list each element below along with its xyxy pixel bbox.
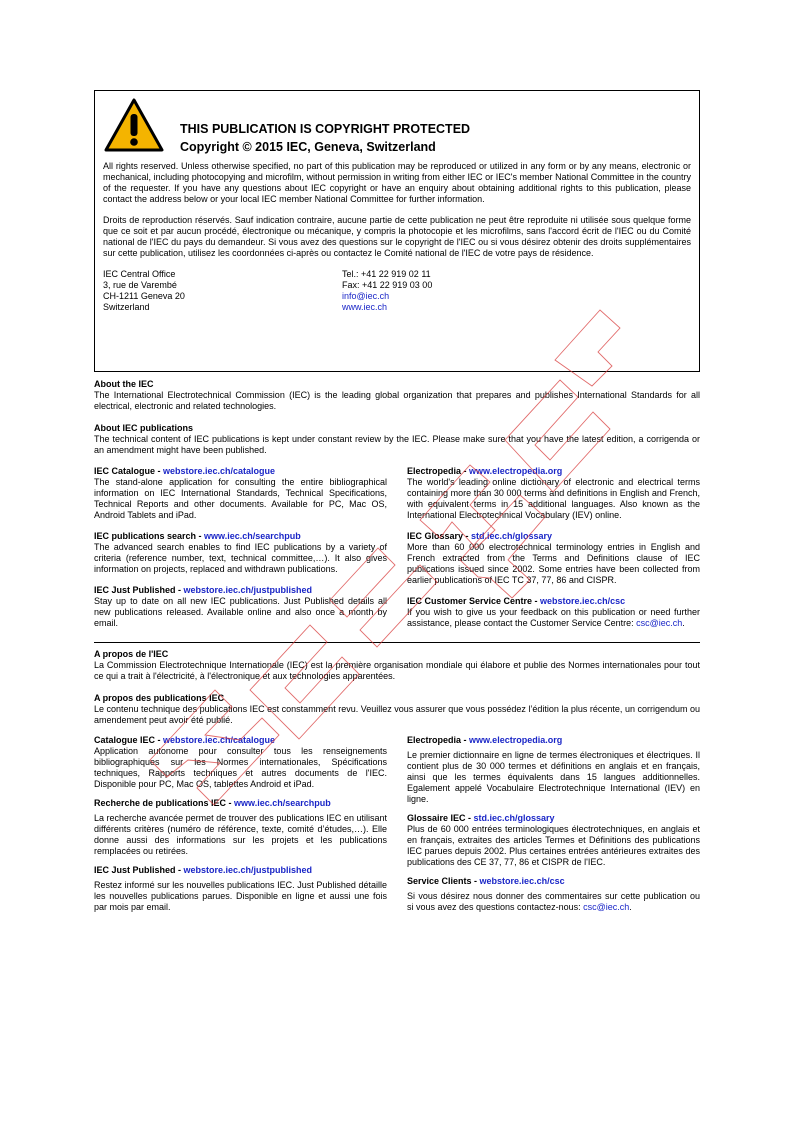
section-heading: A propos de l'IEC	[94, 649, 169, 659]
resource-text: The advanced search enables to find IEC publications by a variety of criteria (reference number, text, technical committee,…). It also gives information on projects, replaced and withdrawn publications.	[94, 542, 387, 574]
about-publications-fr	[94, 693, 700, 726]
resource-text: Application autonome pour consulter tous les renseignements bibliographiques sur les Normes internationales, Spécifications techniques, Rapports techniques et autres documents de l'IEC. Disponible pour PC, Mac OS, tablettes Android et iPad.	[94, 746, 387, 789]
resource-text: Restez informé sur les nouvelles publications IEC. Just Published détaille les nouvelles publications parues. Disponible en ligne et aussi une fois par mois par email.	[94, 880, 387, 912]
csc-email-link[interactable]: csc@iec.ch	[636, 618, 683, 628]
section-heading: About IEC publications	[94, 423, 193, 433]
resource-title: IEC Just Published -	[94, 585, 184, 595]
section-text: La Commission Electrotechnique Internationale (IEC) est la première organisation mondiale qui élabore et publie des Normes internationales pour tout ce qui a trait à l'électricité, à l'électronique et aux technologies apparentées.	[94, 660, 700, 681]
resource-link[interactable]: std.iec.ch/glossary	[473, 813, 555, 823]
resources-left-column	[94, 466, 387, 638]
website-link[interactable]: www.iec.ch	[342, 302, 388, 312]
resource-title: IEC Catalogue -	[94, 466, 164, 476]
resource-item	[407, 876, 700, 913]
resources-right-column	[407, 735, 700, 922]
resources-en	[94, 466, 700, 638]
contact-address	[103, 269, 691, 313]
resources-fr	[94, 735, 700, 922]
resource-link[interactable]: webstore.iec.ch/csc	[479, 876, 565, 886]
resource-link[interactable]: webstore.iec.ch/catalogue	[163, 466, 276, 476]
resource-item	[94, 466, 387, 521]
resources-left-column	[94, 735, 387, 922]
section-divider	[94, 642, 700, 643]
resource-title: Catalogue IEC -	[94, 735, 164, 745]
resources-right-column	[407, 466, 700, 638]
copyright-title: THIS PUBLICATION IS COPYRIGHT PROTECTED	[180, 122, 471, 136]
resource-item	[407, 466, 700, 521]
resource-text: The world's leading online dictionary of electronic and electrical terms containing more than 30 000 terms and definitions in English and French, with equivalent terms in 15 additional languages. Also known as the International Electrotechnical Vocabulary (IEV) online.	[407, 477, 700, 520]
resource-item	[407, 813, 700, 868]
resource-link[interactable]: www.iec.ch/searchpub	[234, 798, 331, 808]
resource-title: IEC Glossary -	[407, 531, 472, 541]
resource-link[interactable]: webstore.iec.ch/csc	[540, 596, 626, 606]
resource-link[interactable]: webstore.iec.ch/justpublished	[183, 865, 313, 875]
section-text: The International Electrotechnical Commission (IEC) is the leading global organization that prepares and publishes International Standards for all electrical, electronic and related technologies.	[94, 390, 700, 411]
resource-title: Electropedia -	[407, 735, 470, 745]
rights-paragraph-en: All rights reserved. Unless otherwise specified, no part of this publication may be reproduced or utilized in any form or by any means, electronic or mechanical, including photocopying and microfilm, without permission in writing from either IEC or IEC's member National Committee in the country of the requester. If you have any questions about IEC copyright or have an enquiry about obtaining additional rights to this publication, please contact the address below or your local IEC member National Committee for further information.	[103, 161, 691, 204]
resource-text: More than 60 000 electrotechnical terminology entries in English and French extracted from the Terms and Definitions clause of IEC publications issued since 2002. Some entries have been collected from earlier publications of IEC TC 37, 77, 86 and CISPR.	[407, 542, 700, 585]
about-publications-en	[94, 423, 700, 456]
resource-link[interactable]: www.iec.ch/searchpub	[204, 531, 301, 541]
email-link[interactable]: info@iec.ch	[342, 291, 390, 301]
rights-paragraph-fr: Droits de reproduction réservés. Sauf indication contraire, aucune partie de cette publication ne peut être reproduite ni utilisée sous quelque forme que ce soit et par aucun procédé, électronique ou mécanique, y compris la photocopie et les microfilms, sans l'accord écrit de l'IEC ou du Comité national de l'IEC du pays du demandeur. Si vous avez des questions sur le copyright de l'IEC ou si vous désirez obtenir des droits supplémentaires sur cette publication, utilisez les coordonnées ci-après ou contactez le Comité national de l'IEC de votre pays de résidence.	[103, 215, 691, 258]
telephone: Tel.: +41 22 919 02 11	[342, 269, 431, 279]
about-iec-en	[94, 379, 700, 412]
section-heading: A propos des publications IEC	[94, 693, 225, 703]
csc-email-link[interactable]: csc@iec.ch	[583, 902, 630, 912]
resource-title: Electropedia -	[407, 466, 470, 476]
warning-triangle-icon	[104, 98, 164, 153]
resource-item	[407, 531, 700, 586]
resource-title: IEC publications search -	[94, 531, 205, 541]
resource-text: Stay up to date on all new IEC publications. Just Published details all new publications released. Available online and also once a month by email.	[94, 596, 387, 628]
resource-item	[407, 596, 700, 629]
resource-item	[94, 798, 387, 857]
resource-item	[94, 735, 387, 790]
resource-text: Si vous désirez nous donner des commentaires sur cette publication ou si vous avez des questions contactez-nous: csc@iec.ch.	[407, 891, 700, 912]
resource-text: If you wish to give us your feedback on this publication or need further assistance, please contact the Customer Service Centre: csc@iec.ch.	[407, 607, 700, 628]
address-line: CH-1211 Geneva 20	[103, 291, 185, 301]
warning-titles	[180, 120, 470, 156]
address-line: IEC Central Office	[103, 269, 176, 279]
warning-header	[103, 91, 691, 161]
fax: Fax: +41 22 919 03 00	[342, 280, 433, 290]
resource-item	[94, 531, 387, 575]
copyright-subtitle: Copyright © 2015 IEC, Geneva, Switzerland	[180, 140, 436, 154]
section-text: The technical content of IEC publications is kept under constant review by the IEC. Please make sure that you have the latest edition, a corrigenda or an amendment might have been published.	[94, 434, 700, 455]
copyright-box	[94, 90, 700, 372]
resource-title: Glossaire IEC -	[407, 813, 474, 823]
resource-item	[94, 865, 387, 913]
document-page	[94, 90, 700, 922]
resource-title: IEC Customer Service Centre -	[407, 596, 541, 606]
resource-link[interactable]: www.electropedia.org	[469, 735, 563, 745]
about-iec-fr	[94, 649, 700, 682]
resource-text: Le premier dictionnaire en ligne de termes électroniques et électriques. Il contient plus de 30 000 termes et définitions en anglais et en français, ainsi que les termes équivalents dans 15 langues additionnelles. Egalement appelé Vocabulaire Electrotechnique International (IEV) en ligne.	[407, 750, 700, 804]
resource-text: La recherche avancée permet de trouver des publications IEC en utilisant différents critères (numéro de référence, texte, comité d’études,…). Elle donne aussi des informations sur les projets et les publications remplacées ou retirées.	[94, 813, 387, 856]
resource-title: IEC Just Published -	[94, 865, 184, 875]
resource-link[interactable]: webstore.iec.ch/justpublished	[183, 585, 313, 595]
resource-title: Service Clients -	[407, 876, 480, 886]
address-line: 3, rue de Varembé	[103, 280, 177, 290]
resource-text: Plus de 60 000 entrées terminologiques électrotechniques, en anglais et en français, extraites des articles Termes et Définitions des publications IEC parues depuis 2002. Plus certaines entrées antérieures extraites des publications des CE 37, 77, 86 et CISPR de l'IEC.	[407, 824, 700, 867]
resource-link[interactable]: www.electropedia.org	[469, 466, 563, 476]
resource-title: Recherche de publications IEC -	[94, 798, 235, 808]
section-text: Le contenu technique des publications IEC est constamment revu. Veuillez vous assurer que vous possédez l’édition la plus récente, un corrigendum ou amendement peut avoir été publié.	[94, 704, 700, 725]
resource-item	[94, 585, 387, 629]
section-heading: About the IEC	[94, 379, 154, 389]
address-line: Switzerland	[103, 302, 150, 312]
resource-link[interactable]: std.iec.ch/glossary	[471, 531, 553, 541]
resource-item	[407, 735, 700, 805]
resource-link[interactable]: webstore.iec.ch/catalogue	[163, 735, 276, 745]
resource-text: The stand-alone application for consulting the entire bibliographical information on IEC International Standards, Technical Specifications, Technical Reports and other documents. Available for PC, Mac OS, Android Tablets and iPad.	[94, 477, 387, 520]
